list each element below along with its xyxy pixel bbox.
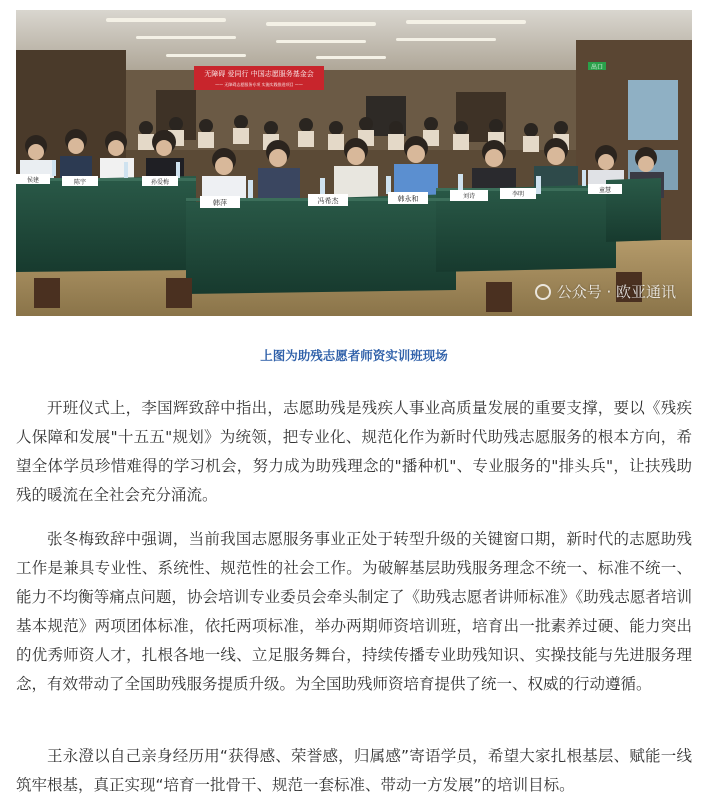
nameplate-5: 冯希杰: [317, 197, 339, 205]
nameplate-7: 刘诗: [462, 193, 476, 200]
watermark: [535, 281, 676, 302]
watermark-text: 公众号 · 欧亚通讯: [556, 283, 676, 301]
exit-sign-text: 出口: [590, 64, 604, 71]
paragraph-2: 张冬梅致辞中强调，当前我国志愿服务事业正处于转型升级的关键窗口期，新时代的志愿助残工作是兼具专业性、系统性、规范性的社会工作。为破解基层助残服务理念不统一、标准不统一、能力不均衡等痛点问题，协会培训专业委员会牵头制定了《助残志愿者讲师标准》《助残志愿者培训基本规范》两项团体标准，依托两项标准，举办两期师资培训班，培育出一批素养过硬、能力突出的优秀师资人才，扎根各地一线、立足服务舞台，持续传播专业助残知识、实操技能与先进服务理念，有效带动了全国助残服务提质升级。为全国助残师资培育提供了统一、权威的行动遵循。: [16, 530, 692, 693]
paragraph-3: 王永澄以自己亲身经历用“获得感、荣誉感，归属感”寄语学员，希望大家扎根基层、赋能一线筑牢根基，真正实现“培育一批骨干、规范一套标准、带动一方发展”的培训目标。: [16, 747, 692, 794]
banner-subtext: —— 无障碍志愿服务专项 实施实践推进项目 ——: [215, 82, 303, 87]
paragraph-1: 开班仪式上，李国辉致辞中指出，志愿助残是残疾人事业高质量发展的重要支撑，要以《残疾人保障和发展"十五五"规划》为统领，把专业化、规范化作为新时代助残志愿服务的根本方向，希望全体学员珍惜难得的学习机会，努力成为助残理念的"播种机"、专业服务的"排头兵"，让扶残助残的暖流在全社会充分涌流。: [16, 399, 692, 504]
nameplate-8: 李明: [511, 191, 525, 198]
nameplate-9: 童慧: [598, 187, 612, 194]
nameplate-4: 韩萍: [213, 199, 227, 207]
conference-photo: [16, 10, 692, 316]
conference-scene: [16, 10, 692, 316]
photo-caption: 上图为助残志愿者师资实训班现场: [260, 348, 448, 363]
wechat-icon: [535, 284, 551, 300]
nameplate-2: 孙爱梅: [150, 179, 170, 186]
banner-text: 无障碍 爱同行 中国志愿服务基金会: [204, 70, 314, 78]
nameplate-1: 陈宇: [73, 179, 87, 186]
nameplate-6: 韩永和: [397, 195, 419, 203]
nameplate-3: 侯建: [26, 177, 40, 184]
